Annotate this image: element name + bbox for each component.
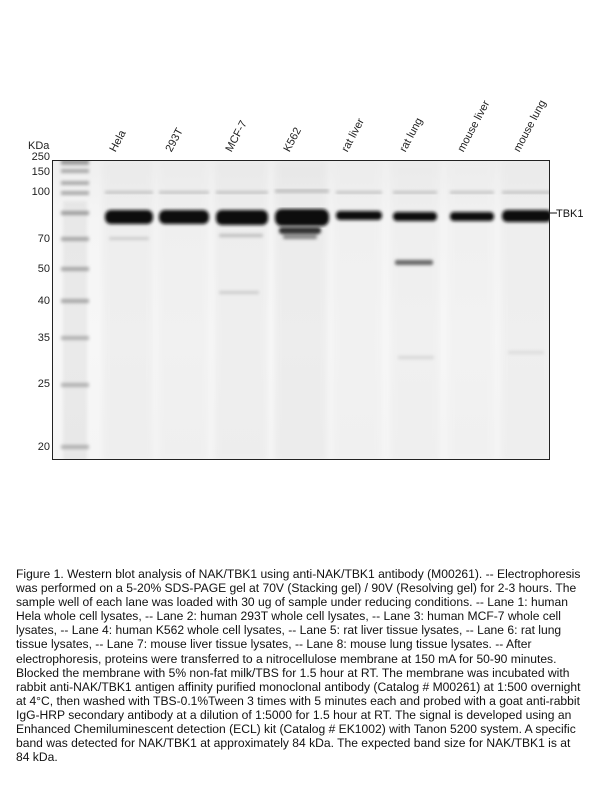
blot-membrane: [52, 160, 550, 460]
lane-label-mcf7: MCF-7: [223, 118, 250, 154]
lane-label-mouse-liver: mouse liver: [455, 98, 493, 154]
lane-label-mouse-lung: mouse lung: [511, 98, 549, 154]
marker-label-25: 25: [37, 378, 50, 390]
lane-label-hela: Hela: [107, 128, 129, 154]
marker-label-20: 20: [37, 441, 50, 453]
lane-label-293t: 293T: [163, 126, 186, 154]
lane-label-rat-liver: rat liver: [339, 116, 367, 154]
marker-label-35: 35: [37, 332, 50, 344]
band-pointer-line: [538, 208, 558, 218]
lane-label-rat-lung: rat lung: [397, 115, 426, 154]
marker-label-70: 70: [37, 233, 50, 245]
figure-caption: Figure 1. Western blot analysis of NAK/TBK1 using anti-NAK/TBK1 antibody (M00261). -- Electrophoresis was performed on a 5-20% SDS-PAGE gel at 70V (Stacking gel) / 90V (Resolving gel) for 2-3 hours. The sample well of each lane was loaded with 30 ug of sample under reducing conditions. -- Lane 1: human Hela whole cell lysates, -- Lane 2: human 293T whole cell lysates, -- Lane 3: human MCF-7 whole cell lysates, -- Lane 4: human K562 whole cell lysates, -- Lane 5: rat liver tissue lysates, -- Lane 6: rat lung tissue lysates, -- Lane 7: mouse liver tissue lysates, -- Lane 8: mouse lung tissue lysates. -- After electrophoresis, proteins were transferred to a nitrocellulose membrane at 150 mA for 50-90 minutes. Blocked the membrane with 5% non-fat milk/TBS for 1.5 hour at RT. The membrane was incubated with rabbit anti-NAK/TBK1 antigen affinity purified monoclonal antibody (Catalog # M00261) at 1:500 overnight at 4°C, then washed with TBS-0.1%Tween 3 times with 5 minutes each and probed with a goat anti-rabbit IgG-HRP secondary antibody at a dilution of 1:5000 for 1.5 hour at RT. The signal is developed using an Enhanced Chemiluminescent detection (ECL) kit (Catalog # EK1002) with Tanon 5200 system. A specific band was detected for NAK/TBK1 at approximately 84 kDa. The expected band size for NAK/TBK1 is at 84 kDa.: [16, 567, 581, 765]
marker-label-250: 250: [31, 151, 50, 163]
marker-label-40: 40: [37, 295, 50, 307]
band-label-tbk1: TBK1: [556, 208, 584, 220]
marker-label-150: 150: [31, 166, 50, 178]
marker-label-100: 100: [31, 186, 50, 198]
marker-label-50: 50: [37, 263, 50, 275]
kda-unit-label: KDa: [28, 140, 50, 152]
lane-label-k562: K562: [281, 125, 305, 154]
